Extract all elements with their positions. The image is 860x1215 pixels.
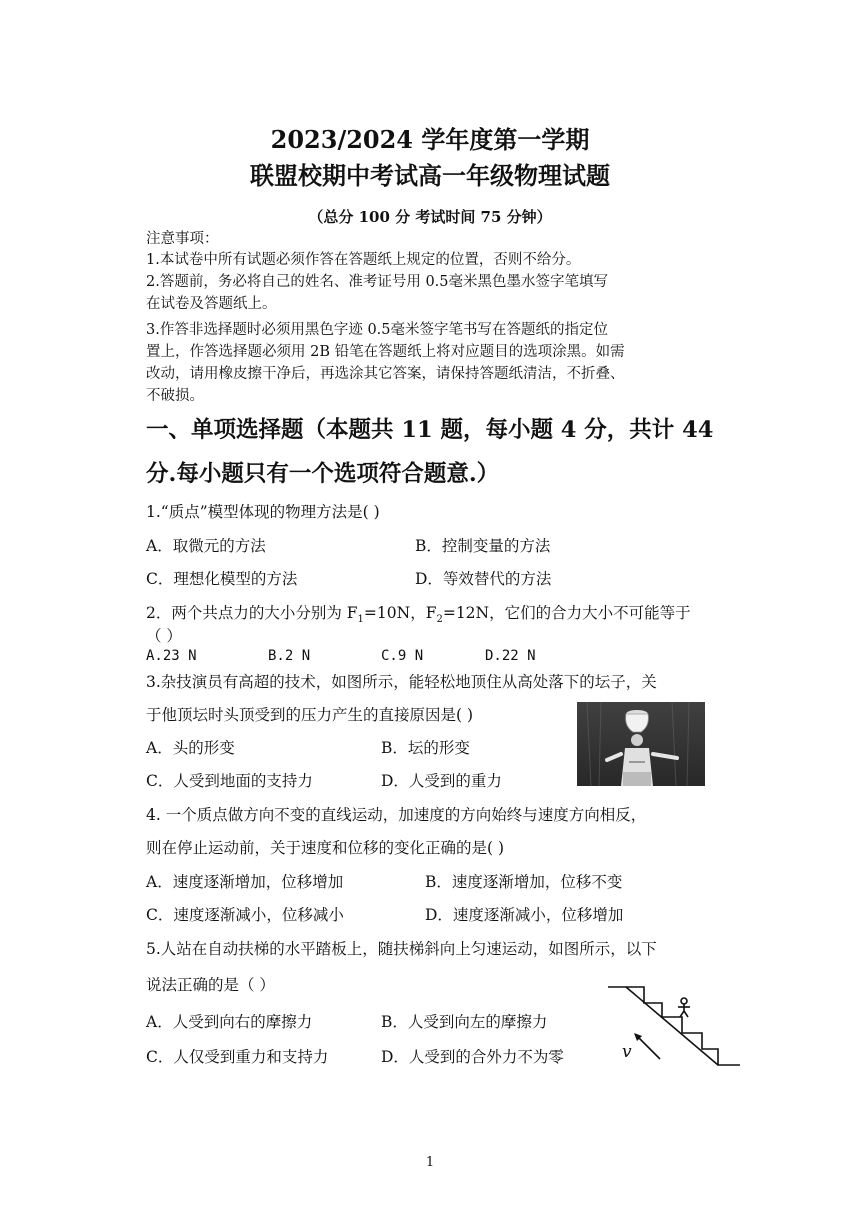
exam-title-line1: 2023/2024 学年度第一学期 — [270, 125, 590, 154]
note-line: 不破损。 — [146, 388, 204, 404]
question-3-option-b: B．坛的形变 — [381, 739, 470, 757]
question-5-option-b: B．人受到向左的摩擦力 — [381, 1013, 548, 1031]
question-3-option-d: D．人受到的重力 — [381, 772, 502, 790]
question-3-stem-line2: 于他顶坛时头顶受到的压力产生的直接原因是( ) — [146, 706, 474, 724]
notes-heading: 注意事项： — [146, 231, 219, 247]
question-5-option-c: C．人仅受到重力和支持力 — [146, 1048, 329, 1066]
question-4-option-a: A．速度逐渐增加，位移增加 — [146, 873, 344, 891]
note-line: 3.作答非选择题时必须用黑色字迹 0.5毫米签字笔书写在答题纸的指定位 — [146, 322, 609, 338]
exam-subtitle: （总分 100 分 考试时间 75 分钟） — [308, 208, 552, 226]
note-line: 改动，请用橡皮擦干净后，再选涂其它答案，请保持答题纸清洁，不折叠、 — [146, 366, 625, 382]
question-2-stem-line2: （ ） — [146, 627, 182, 645]
question-1-option-a: A．取微元的方法 — [146, 537, 266, 555]
question-1-option-c: C．理想化模型的方法 — [146, 570, 298, 588]
velocity-label: v — [622, 1042, 632, 1062]
note-line: 2.答题前，务必将自己的姓名、准考证号用 0.5毫米黑色墨水签字笔填写 — [146, 274, 609, 290]
question-4-option-b: B．速度逐渐增加，位移不变 — [425, 873, 623, 891]
question-1-option-b: B．控制变量的方法 — [415, 537, 551, 555]
exam-title-line2: 联盟校期中考试高一年级物理试题 — [250, 161, 610, 190]
question-1-stem: 1.“质点”模型体现的物理方法是( ) — [146, 503, 380, 521]
question-5-option-a: A．人受到向右的摩擦力 — [146, 1013, 313, 1031]
question-5-option-d: D．人受到的合外力不为零 — [381, 1048, 564, 1066]
question-2-option-a: A.23 N — [146, 648, 197, 664]
question-2-option-b: B.2 N — [268, 648, 311, 664]
question-1-option-d: D．等效替代的方法 — [415, 570, 552, 588]
question-2-option-d: D.22 N — [485, 648, 536, 664]
escalator-figure — [606, 985, 744, 1067]
question-4-option-d: D．速度逐渐减小，位移增加 — [425, 906, 624, 924]
note-line: 置上，作答选择题必须用 2B 铅笔在答题纸上将对应题目的选项涂黑。如需 — [146, 344, 625, 360]
question-5-stem-line2: 说法正确的是（ ） — [146, 976, 275, 994]
question-3-stem-line1: 3.杂技演员有高超的技术，如图所示，能轻松地顶住从高处落下的坛子，关 — [146, 673, 657, 691]
question-4-stem-line1: 4. 一个质点做方向不变的直线运动，加速度的方向始终与速度方向相反， — [146, 806, 647, 824]
question-5-stem-line1: 5.人站在自动扶梯的水平踏板上，随扶梯斜向上匀速运动，如图所示，以下 — [146, 940, 657, 958]
question-3-option-a: A．头的形变 — [146, 739, 235, 757]
acrobat-photo — [577, 702, 705, 786]
note-line: 1.本试卷中所有试题必须作答在答题纸上规定的位置，否则不给分。 — [146, 252, 581, 268]
question-2-option-c: C.9 N — [381, 648, 424, 664]
question-3-option-c: C．人受到地面的支持力 — [146, 772, 313, 790]
question-4-stem-line2: 则在停止运动前，关于速度和位移的变化正确的是( ) — [146, 839, 505, 857]
section-heading-line1: 一、单项选择题（本题共 11 题，每小题 4 分，共计 44 — [146, 417, 714, 443]
section-heading-line2: 分.每小题只有一个选项符合题意.） — [146, 461, 500, 487]
note-line: 在试卷及答题纸上。 — [146, 296, 277, 312]
question-2-stem: 2．两个共点力的大小分别为 $F_1=10N$，$F_2=12N$，它们的合力大小不可能等于 — [146, 604, 691, 626]
page-number: 1 — [425, 1155, 435, 1170]
question-4-option-c: C．速度逐渐减小，位移减小 — [146, 906, 344, 924]
